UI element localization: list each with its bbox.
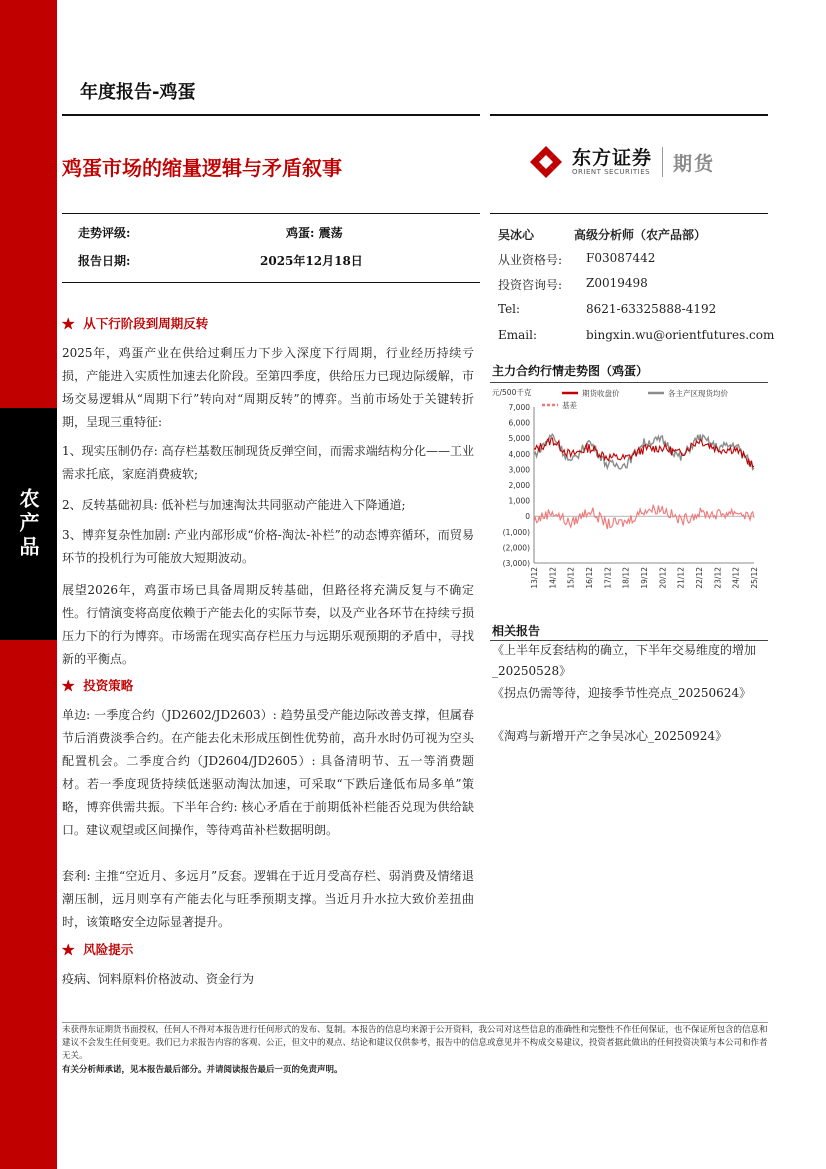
analyst-title: 高级分析师（农产品部） [574, 228, 707, 242]
paragraph: 套利: 主推“空近月、多远月”反套。逻辑在于近月受高存栏、弱消费及情绪退潮压制，远月则享有产能去化与旺季预期支撑。当近月升水拉大致价差扭曲时，该策略安全边际显著提升。 [62, 869, 474, 929]
y-tick-label: 0 [525, 512, 530, 522]
x-tick-label: 23/12 [713, 567, 723, 589]
header-rule-right [490, 114, 768, 116]
y-tick-label: 3,000 [508, 465, 530, 475]
meta-rule-top [62, 213, 480, 214]
y-tick-label: 7,000 [508, 403, 530, 412]
email-link[interactable]: bingxin.wu@orientfutures.com [586, 328, 775, 342]
y-tick-label: 5,000 [508, 434, 530, 444]
x-tick-label: 24/12 [731, 567, 741, 589]
x-tick-label: 19/12 [640, 567, 649, 589]
consult-value: Z0019498 [586, 276, 648, 290]
paragraph: 2、反转基础初具: 低补栏与加速淘汰共同驱动产能进入下降通道; [62, 498, 406, 512]
date-label: 报告日期: [78, 254, 131, 268]
x-tick-label: 13/12 [530, 567, 539, 589]
cert-label: 从业资格号: [498, 253, 563, 267]
analyst-rule [490, 213, 768, 214]
x-tick-label: 15/12 [566, 567, 576, 589]
related-report-link[interactable]: 《上半年反套结构的确立，下半年交易维度的增加_20250528》 [492, 643, 757, 678]
disclaimer: 未获得东证期货书面授权，任何人不得对本报告进行任何形式的发布、复制。本报告的信息均来源于公开资料，我公司对这些信息的准确性和完整性不作任何保证，也不保证所包含的信息和建议不会发生任何变更。我们已力求报告内容的客观、公正，但文中的观点、结论和建议仅供参考，报告中的信息或意见并不构成交易建议，投资者据此做出的任何投资决策与本公司和作者无关。 [62, 1025, 768, 1061]
section-heading-1: ★ 从下行阶段到周期反转 [62, 316, 209, 331]
chart-title: 主力合约行情走势图（鸡蛋） [492, 364, 649, 378]
y-tick-label: 1,000 [508, 496, 530, 506]
sidebar [0, 0, 57, 1169]
section-heading-3: ★ 风险提示 [62, 942, 134, 957]
x-tick-label: 21/12 [676, 567, 686, 589]
logo-english: ORIENT SECURITIES [572, 168, 651, 176]
y-tick-label: 2,000 [508, 481, 530, 490]
section-title-3: 风险提示 [83, 942, 134, 957]
related-report-link[interactable]: 《淘鸡与新增开产之争吴冰心_20250924》 [492, 729, 728, 743]
logo-mark-icon [528, 144, 564, 180]
date-value: 2025年12月18日 [260, 254, 363, 268]
email-label: Email: [498, 328, 538, 342]
consult-label: 投资咨询号: [498, 278, 563, 292]
legend-label: 基差 [562, 401, 577, 410]
page-title: 鸡蛋市场的缩量逻辑与矛盾叙事 [62, 156, 342, 180]
section-title-2: 投资策略 [83, 678, 134, 693]
series-line [534, 505, 754, 529]
x-tick-label: 18/12 [621, 567, 631, 589]
y-tick-label: (3,000) [502, 559, 530, 568]
paragraph: 单边: 一季度合约（JD2602/JD2603）: 趋势虽受产能边际改善支撑，但属春节后消费淡季合约。在产能去化未形成压倒性优势前，高升水时仍可视为空头配置机会。二季度合约（JD2604/JD2605）: 具备清明节、五一等消费题材。若一季度现货持续低迷驱动淘汰加速，可采取“下跌后逢低布局多单”策略，博弈供需共振。下半年合约: 核心矛盾在于前期低补栏能否兑现为供给缺口。建议观望或区间操作，等待鸡苗补栏数据明朗。 [62, 708, 474, 837]
report-type: 年度报告-鸡蛋 [80, 82, 196, 103]
x-tick-label: 25/12 [750, 567, 759, 589]
tel-value: 8621-63325888-4192 [586, 302, 717, 316]
y-tick-label: 6,000 [508, 418, 530, 428]
x-tick-label: 14/12 [548, 567, 558, 589]
chart-rule [490, 382, 768, 383]
legend-label: 期货收盘价 [582, 389, 620, 398]
y-tick-label: (2,000) [502, 543, 530, 553]
rating-value: 鸡蛋: 震荡 [286, 226, 343, 240]
y-tick-label: 4,000 [508, 449, 530, 459]
rating-label: 走势评级: [78, 226, 131, 240]
company-logo [528, 140, 738, 184]
related-report-link[interactable]: 《拐点仍需等待，迎接季节性亮点_20250624》 [492, 686, 752, 700]
x-tick-label: 17/12 [603, 567, 613, 589]
analyst-name: 吴冰心 [498, 228, 535, 242]
price-chart [490, 385, 768, 605]
logo-separator [662, 147, 663, 177]
x-tick-label: 22/12 [695, 567, 704, 589]
related-title: 相关报告 [492, 624, 541, 638]
y-tick-label: (1,000) [502, 527, 530, 537]
x-tick-label: 16/12 [585, 567, 594, 589]
section-title-1: 从下行阶段到周期反转 [83, 316, 209, 331]
paragraph: 1、现实压制仍存: 高存栏基数压制现货反弹空间，而需求端结构分化——工业需求托底，家庭消费疲软; [62, 444, 474, 481]
x-tick-label: 20/12 [658, 567, 668, 589]
logo-name: 东方证券 [572, 147, 653, 169]
meta-rule-bottom [62, 282, 480, 283]
paragraph: 展望2026年，鸡蛋市场已具备周期反转基础，但路径将充满反复与不确定性。行情演变将高度依赖于产能去化的实际节奏，以及产业各环节在持续亏损压力下的行为博弈。市场需在现实高存栏压力与远期乐观预期的矛盾中，寻找新的平衡点。 [62, 583, 474, 666]
logo-futures: 期货 [673, 152, 716, 175]
legend-label: 各主产区现货均价 [668, 389, 728, 398]
paragraph: 2025年，鸡蛋产业在供给过剩压力下步入深度下行周期，行业经历持续亏损，产能进入实质性加速去化阶段。至第四季度，供给压力已现边际缓解，市场交易逻辑从“周期下行”转向对“周期反转”的博弈。当前市场处于关键转折期，呈现三重特征: [62, 346, 474, 429]
y-axis-label: 元/500千克 [492, 388, 532, 397]
header-rule-left [62, 114, 480, 116]
footer-rule [62, 1022, 768, 1023]
paragraph: 3、博弈复杂性加剧: 产业内部形成“价格-淘汰-补栏”的动态博弈循环，而贸易环节的投机行为可能放大短期波动。 [62, 528, 474, 565]
paragraph: 疫病、饲料原料价格波动、资金行为 [62, 972, 255, 986]
section-heading-2: ★ 投资策略 [62, 678, 134, 693]
tel-label: Tel: [498, 302, 521, 316]
analyst-statement: 有关分析师承诺，见本报告最后部分。并请阅读报告最后一页的免责声明。 [62, 1065, 343, 1075]
category-label: 农产品 [0, 408, 57, 640]
cert-value: F03087442 [586, 251, 656, 265]
